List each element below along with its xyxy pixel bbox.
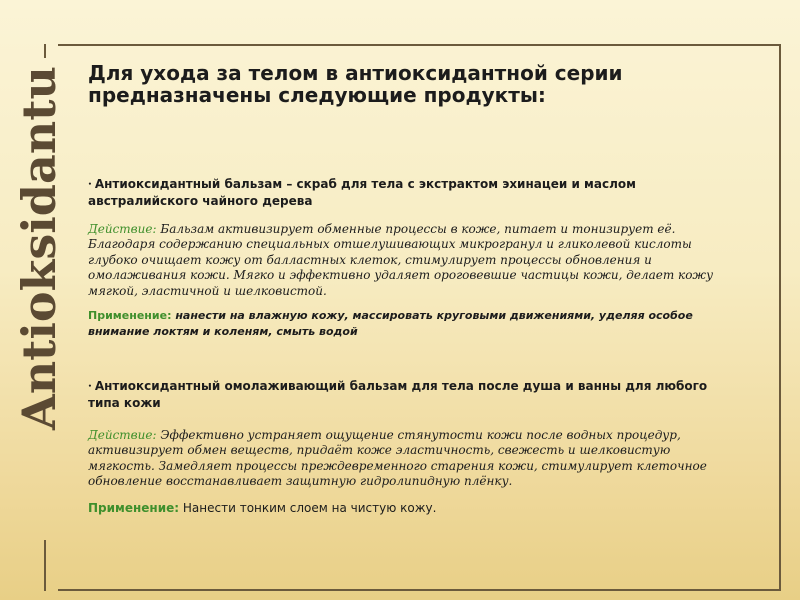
product-2-action-label: Действие: (88, 427, 157, 442)
product-1-name (88, 176, 738, 209)
slide-content (88, 62, 738, 516)
product-2-usage-text: Нанести тонким слоем на чистую кожу. (182, 500, 437, 515)
product-2-usage (88, 500, 738, 516)
bullet-icon: • (88, 180, 92, 188)
product-1-usage (88, 308, 738, 340)
product-1-action-text: Бальзам активизирует обменные процессы в коже, питает и тонизирует её. Благодаря содержанию специальных отшелушивающих микрогранул и гликолевой кислоты глубоко очищает кожу от балластных клеток, стимулирует процессы обновления и омолаживания кожи. Мягко и эффективно удаляет ороговевшие частицы кожи, делает кожу мягкой, эластичной и шелковистой. (88, 221, 714, 298)
product-2-name (88, 378, 738, 411)
product-2-action (88, 428, 738, 490)
side-label: Antioksidantu (12, 66, 66, 430)
product-2-name-text: Антиоксидантный омолаживающий бальзам для тела после душа и ванны для любого типа кожи (88, 379, 708, 410)
product-1-usage-label: Применение: (88, 309, 172, 322)
frame-bottom-line (58, 589, 781, 591)
product-2-action-text: Эффективно устраняет ощущение стянутости кожи после водных процедур, активизирует обмен веществ, придаёт коже эластичность, свежесть и шелковистую мягкость. Замедляет процессы преждевременного старения кожи, стимулирует клеточное обновление восстанавливает защитную гидролипидную плёнку. (88, 427, 707, 488)
bullet-icon: • (88, 382, 92, 390)
side-label-container (6, 40, 76, 560)
frame-right-line (779, 44, 781, 591)
frame-top-line (58, 44, 781, 46)
product-1-action (88, 222, 738, 300)
product-1-name-text: Антиоксидантный бальзам – скраб для тела с экстрактом эхинацеи и маслом австралийского чайного дерева (88, 177, 636, 208)
product-2-usage-label: Применение: (88, 500, 180, 515)
product-1-usage-text: нанести на влажную кожу, массировать круговыми движениями, уделяя особое внимание локтям и коленям, смыть водой (88, 309, 693, 338)
page-title: Для ухода за телом в антиоксидантной серии предназначены следующие продукты: (88, 61, 623, 107)
product-1-action-label: Действие: (88, 221, 157, 236)
